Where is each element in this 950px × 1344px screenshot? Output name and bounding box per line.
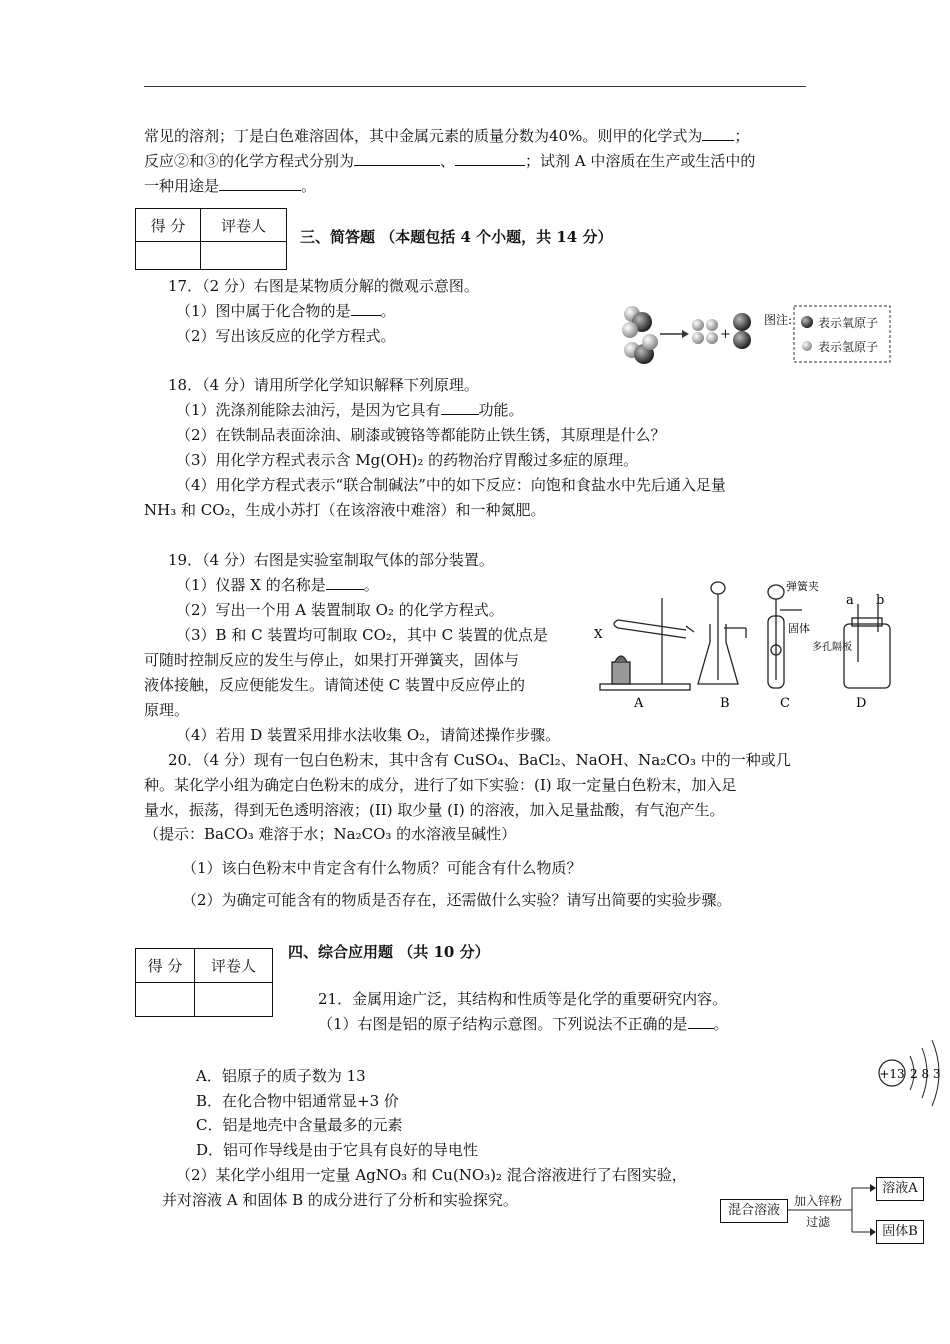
q18-part1 (176, 400, 524, 420)
answer-blank (326, 575, 364, 590)
top-line-1-end: ； (734, 127, 750, 145)
solid-b-box: 固体B (876, 1220, 924, 1244)
label-d: D (856, 696, 867, 711)
grader-label: 评卷人 (201, 209, 287, 242)
top-line-2-a: 反应②和③的化学方程式分别为 (144, 152, 355, 170)
q17-stem: 17．（2 分）右图是某物质分解的微观示意图。 (168, 277, 479, 295)
q19-stem: 19．（4 分）右图是实验室制取气体的部分装置。 (168, 551, 494, 569)
q19-part1-text: （1）仪器 X 的名称是 (176, 576, 326, 594)
solution-a-box: 溶液A (876, 1177, 924, 1201)
q17-part1-text: （1）图中属于化合物的是 (176, 302, 351, 320)
electron-shells-label: 2 8 3 (910, 1067, 941, 1081)
q21-stem: 21．金属用途广泛，其结构和性质等是化学的重要研究内容。 (318, 990, 728, 1008)
oxygen-molecule (733, 313, 751, 349)
top-line-3 (144, 176, 316, 196)
filter-label: 过滤 (806, 1215, 831, 1229)
solid-label: 固体 (788, 622, 810, 635)
q18-part1-text: （1）洗涤剂能除去油污，是因为它具有 (176, 401, 441, 419)
spring-clip-label: 弹簧夹 (786, 580, 819, 593)
legend-label: 图注: (764, 313, 793, 327)
q21-option-c: C．铝是地壳中含量最多的元素 (196, 1116, 403, 1134)
mixed-solution-box: 混合溶液 (720, 1199, 788, 1223)
q17-part1 (176, 301, 396, 321)
score-cell[interactable] (136, 983, 195, 1017)
nucleus-label: +13 (879, 1067, 905, 1081)
reaction-arrow (660, 330, 689, 338)
q19-part3-cont2: 液体接触，反应便能发生。请简述使 C 装置中反应停止的 (144, 676, 526, 694)
q19-part4: （4）若用 D 装置采用排水法收集 O₂，请简述操作步骤。 (176, 726, 561, 744)
aluminum-atom-diagram (874, 1036, 946, 1110)
q21-part1-end: 。 (713, 1015, 729, 1033)
q19-part3-cont3: 原理。 (144, 701, 190, 719)
q20-line2: 种。某化学小组为确定白色粉末的成分，进行了如下实验：(I) 取一定量白色粉末，加入足 (144, 776, 737, 794)
q19-part1 (176, 575, 379, 595)
q21-option-a: A．铝原子的质子数为 13 (196, 1067, 366, 1085)
label-c: C (780, 696, 790, 711)
apparatus-a (600, 598, 694, 690)
section3-note: （本题包括 4 个小题，共 14 分） (380, 228, 613, 246)
score-label: 得 分 (136, 949, 195, 983)
q17-part2: （2）写出该反应的化学方程式。 (176, 327, 396, 345)
port-a-label: a (846, 593, 854, 608)
q19-part3: （3）B 和 C 装置均可制取 CO₂，其中 C 装置的优点是 (176, 626, 548, 644)
q20-stem: 20．（4 分）现有一包白色粉末，其中含有 CuSO₄、BaCl₂、NaOH、Na₂CO₃ 中的一种或几 (168, 751, 791, 769)
top-line-1 (144, 126, 749, 146)
q20-part2: （2）为确定可能含有的物质是否存在，还需做什么实验？请写出简要的实验步骤。 (182, 891, 732, 909)
grader-cell[interactable] (195, 983, 273, 1017)
score-table-section4 (135, 948, 273, 1017)
q18-part4-cont: NH₃ 和 CO₂，生成小苏打（在该溶液中难溶）和一种氮肥。 (144, 501, 546, 519)
q20-part1: （1）该白色粉末中肯定含有什么物质？可能含有什么物质？ (182, 859, 582, 877)
q18-part1-end: 功能。 (478, 401, 524, 419)
score-cell[interactable] (136, 242, 201, 270)
section4-note: （共 10 分） (398, 943, 490, 961)
q21-option-d: D．铝可作导线是由于它具有良好的导电性 (196, 1141, 479, 1159)
q21-part2: （2）某化学小组用一定量 AgNO₃ 和 Cu(NO₃)₂ 混合溶液进行了右图实验， (176, 1166, 687, 1184)
section4-heading (288, 941, 490, 962)
section3-heading (300, 226, 612, 247)
score-table-section3 (135, 208, 287, 270)
q19-part1-end: 。 (363, 576, 379, 594)
answer-blank (219, 176, 301, 191)
q21-part2-cont: 并对溶液 A 和固体 B 的成分进行了分析和实验探究。 (162, 1191, 518, 1209)
top-line-2-c: ；试剂 A 中溶质在生产或生活中的 (525, 152, 756, 170)
q20-hint: （提示：BaCO₃ 难溶于水；Na₂CO₃ 的水溶液呈碱性） (144, 825, 517, 843)
port-b-label: b (876, 593, 885, 608)
legend-oxygen: 表示氧原子 (818, 316, 879, 330)
grader-cell[interactable] (201, 242, 287, 270)
svg-text:+: + (720, 327, 731, 342)
top-line-1-text: 常见的溶剂；丁是白色难溶固体，其中金属元素的质量分数为40%。则甲的化学式为 (144, 127, 703, 145)
grader-label: 评卷人 (195, 949, 273, 983)
top-line-3-a: 一种用途是 (144, 177, 220, 195)
q19-part2: （2）写出一个用 A 装置制取 O₂ 的化学方程式。 (176, 601, 504, 619)
q17-part1-end: 。 (380, 302, 396, 320)
section3-title: 三、简答题 (300, 228, 376, 246)
hydrogen-molecules (692, 319, 718, 344)
answer-blank (351, 301, 381, 316)
answer-blank (441, 400, 479, 415)
q17-molecule-diagram (612, 298, 896, 368)
label-a: A (634, 696, 644, 711)
q19-part3-cont1: 可随时控制反应的发生与停止，如果打开弹簧夹，固体与 (144, 651, 520, 669)
x-label: X (594, 627, 603, 641)
answer-blank (702, 126, 734, 141)
score-label: 得 分 (136, 209, 201, 242)
q19-apparatus-diagram (590, 580, 896, 714)
top-line-2 (144, 151, 755, 171)
section4-title: 四、综合应用题 (288, 943, 394, 961)
q21-part1-text: （1）右图是铝的原子结构示意图。下列说法不正确的是 (318, 1015, 688, 1033)
answer-blank (354, 151, 440, 166)
top-line-3-b: 。 (301, 177, 317, 195)
plate-label: 多孔隔板 (812, 642, 852, 653)
q21-part1 (318, 1014, 729, 1034)
apparatus-c (768, 585, 802, 688)
flow-arrows (788, 1176, 878, 1246)
q21-option-b: B．在化合物中铝通常显+3 价 (196, 1092, 399, 1110)
apparatus-b (698, 582, 746, 684)
label-b: B (720, 696, 730, 711)
reactant-molecules (622, 306, 658, 364)
legend-hydrogen: 表示氢原子 (818, 340, 879, 354)
q18-part2: （2）在铁制品表面涂油、刷漆或镀铬等都能防止铁生锈，其原理是什么？ (176, 426, 666, 444)
q18-stem: 18．（4 分）请用所学化学知识解释下列原理。 (168, 376, 479, 394)
header-rule (144, 86, 806, 87)
answer-blank (455, 151, 525, 166)
q18-part3: （3）用化学方程式表示含 Mg(OH)₂ 的药物治疗胃酸过多症的原理。 (176, 451, 639, 469)
answer-blank (688, 1014, 714, 1029)
q18-part4: （4）用化学方程式表示“联合制碱法”中的如下反应：向饱和食盐水中先后通入足量 (176, 476, 726, 494)
add-zinc-label: 加入锌粉 (794, 1194, 843, 1208)
top-line-2-b: 、 (440, 152, 456, 170)
q20-line3: 量水，振荡，得到无色透明溶液；(II) 取少量 (I) 的溶液，加入足量盐酸，有气泡产生。 (144, 801, 725, 819)
